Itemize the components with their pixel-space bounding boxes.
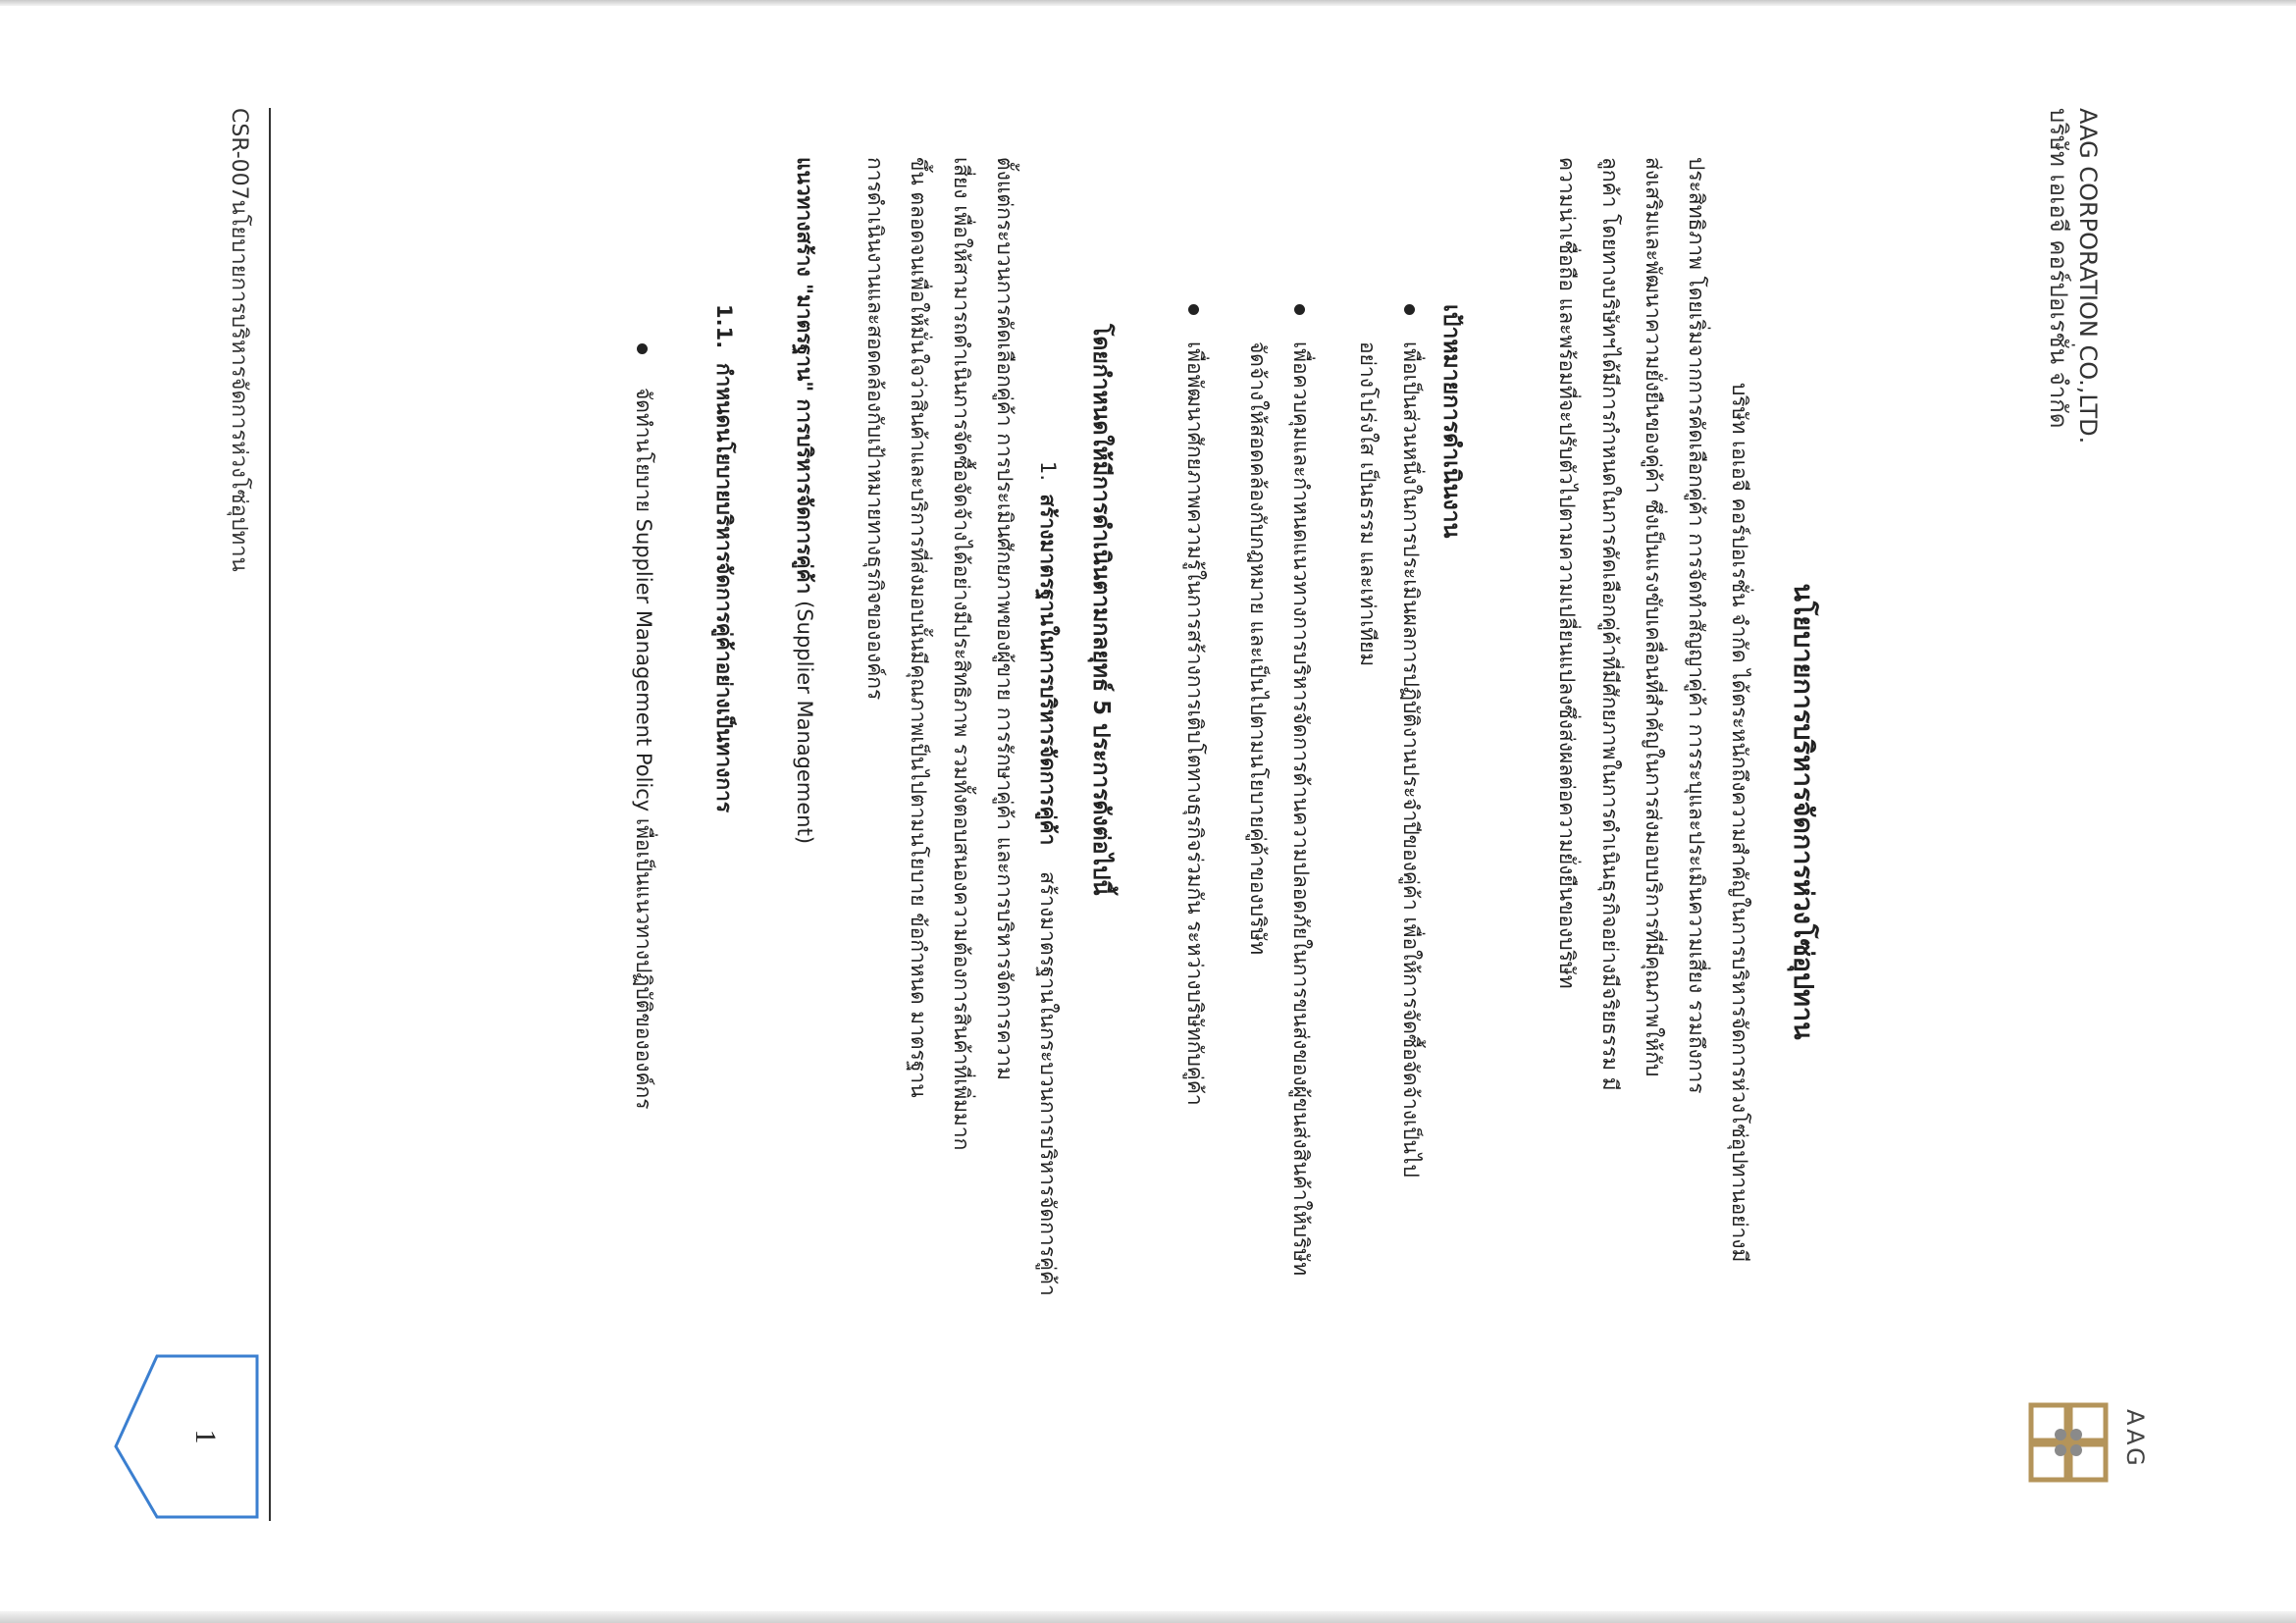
strategy-1-line: ขึ้น ตลอดจนเพื่อให้มั่นใจว่าสินค้าและบริการที่ส่งมอบนั้นมีคุณภาพเป็นไปตามนโยบาย ข้อกำหนด มาตรฐาน (907, 157, 930, 1098)
intro-line: ส่งเสริมและพัฒนาความยั่งยืนของคู่ค้า ซึ่งเป็นแรงขับเคลื่อนที่สำคัญในการส่งมอบบริการที่มีคุณภาพให้กับ (1642, 157, 1665, 1077)
objective-item (1236, 341, 1323, 1276)
company-name-th: บริษัท เอเอจี คอร์ปอเรชั่น จำกัด (2045, 108, 2072, 429)
page-number: 1 (189, 1429, 222, 1444)
sub-1-1-title: กำหนดนโยบายบริหารจัดการคู่ค้าอย่างเป็นทางการ (712, 362, 736, 813)
strategy-1-line: การดำเนินงานและสอดคล้องกับเป้าหมายทางธุรกิจขององค์กร (863, 157, 887, 701)
bullet-icon (1188, 304, 1199, 315)
strategy-1-line: ตั้งแต่กระบวนการคัดเลือกคู่ค้า การประเมินศักยภาพของผู้ขาย การรักษาคู่ค้า และการบริหารจัดการความ (993, 157, 1017, 1080)
logo-underline (2113, 1409, 2121, 1488)
company-logo (2023, 1401, 2149, 1488)
sub-1-1-number: 1.1. (712, 304, 736, 349)
company-header (2044, 108, 2103, 444)
objective-line: จัดจ้างให้สอดคล้องกับกฎหมาย และเป็นไปตามนโยบายคู่ค้าของบริษัท (1246, 341, 1270, 956)
strategy-1-title: สร้างมาตรฐานในการบริหารจัดการคู่ค้า (1036, 494, 1060, 846)
objective-line: เพื่อพัฒนาศักยภาพความรู้ในการสร้างการเติบโตทางธุรกิจร่วมกัน ระหว่างบริษัทกับคู่ค้า (1183, 341, 1207, 1106)
strategy-1-line: เสี่ยง เพื่อให้สามารถดำเนินการจัดซื้อจัดจ้างได้อย่างมีประสิทธิภาพ รวมทั้งตอบสนองความต้องการสินค้าที่เพิ่มมาก (950, 157, 973, 1151)
objective-line: อย่างโปร่งใส เป็นธรรม และเท่าเทียม (1356, 341, 1380, 667)
approach-heading-en: (Supplier Management) (793, 594, 816, 845)
bullet-icon (1404, 304, 1415, 315)
page-badge-icon (108, 1348, 265, 1525)
footer-rule (269, 108, 271, 1521)
sub-bullet-item: จัดทำนโยบาย Supplier Management Policy เพื่อเป็นแนวทางปฏิบัติขององค์กร (632, 388, 655, 1110)
bullet-icon (637, 343, 648, 354)
intro-line: ประสิทธิภาพ โดยเริ่มจากการคัดเลือกคู่ค้า การจัดทำสัญญาคู่ค้า การระบุและประเมินความเสี่ยง รวมถึงการ (1685, 157, 1708, 1094)
objective-item (1346, 341, 1433, 1178)
company-name-en: AAG CORPORATION CO.,LTD. (2074, 108, 2102, 445)
logo-text: AAG (2121, 1409, 2149, 1469)
strategy-1 (854, 157, 1070, 1452)
page-number-badge (108, 1348, 265, 1525)
intro-line: ความน่าเชื่อถือ และพร้อมที่จะปรับตัวไปตามความเปลี่ยนแปลงซึ่งส่งผลต่อความยั่งยืนของบริษัท (1555, 157, 1579, 989)
strategy-1-text: สร้างมาตรฐานในกระบวนการบริหารจัดการคู่ค้า (1036, 871, 1060, 1296)
framework-heading: โดยกำหนดให้มีการดำเนินตามกลยุทธ์ 5 ประการดังต่อไปนี้ (1088, 324, 1114, 896)
approach-heading-bold: แนวทางสร้าง "มาตรฐาน" การบริหารจัดการคู่ค้า (793, 157, 816, 595)
intro-paragraph (1545, 157, 1761, 1452)
objective-line: เพื่อควบคุมและกำหนดแนวทางการบริหารจัดการด้านความปลอดภัยในการขนส่งของผู้ขนส่งสินค้าให้บริษัท (1289, 341, 1313, 1277)
strategy-1-first-line (1026, 157, 1070, 1452)
objective-line: เพื่อเป็นส่วนหนึ่งในการประเมินผลการปฏิบัติงานประจำปีของคู่ค้า เพื่อให้การจัดซื้อจัดจ้างเป็นไป (1399, 341, 1423, 1178)
logo-mark (2027, 1401, 2110, 1484)
intro-line: ลูกค้า โดยทางบริษัทฯได้มีการกำหนดในการคัดเลือกคู่ค้าที่มีศักยภาพในการดำเนินธุรกิจอย่างมีจริยธรรม มี (1598, 157, 1622, 1091)
approach-heading (783, 157, 826, 844)
footer-doc-code: CSR-007นโยบายการบริหารจัดการห่วงโซ่อุปทาน (227, 108, 251, 572)
sub-heading-1-1 (703, 304, 746, 812)
strategy-1-number: 1. (1036, 461, 1060, 482)
bullet-icon (1294, 304, 1305, 315)
objective-item (1174, 341, 1217, 1106)
document-title: นโยบายการบริหารจัดการห่วงโซ่อุปทาน (1788, 583, 1818, 1040)
intro-line: บริษัท เอเอจี คอร์ปอเรชั่น จำกัด ได้ตระหนักถึงความสำคัญในการบริหารจัดการห่วงโซ่อุปทานอย่างมี (1728, 383, 1751, 1263)
objectives-heading: เป้าหมายการดำเนินงาน (1438, 304, 1464, 539)
